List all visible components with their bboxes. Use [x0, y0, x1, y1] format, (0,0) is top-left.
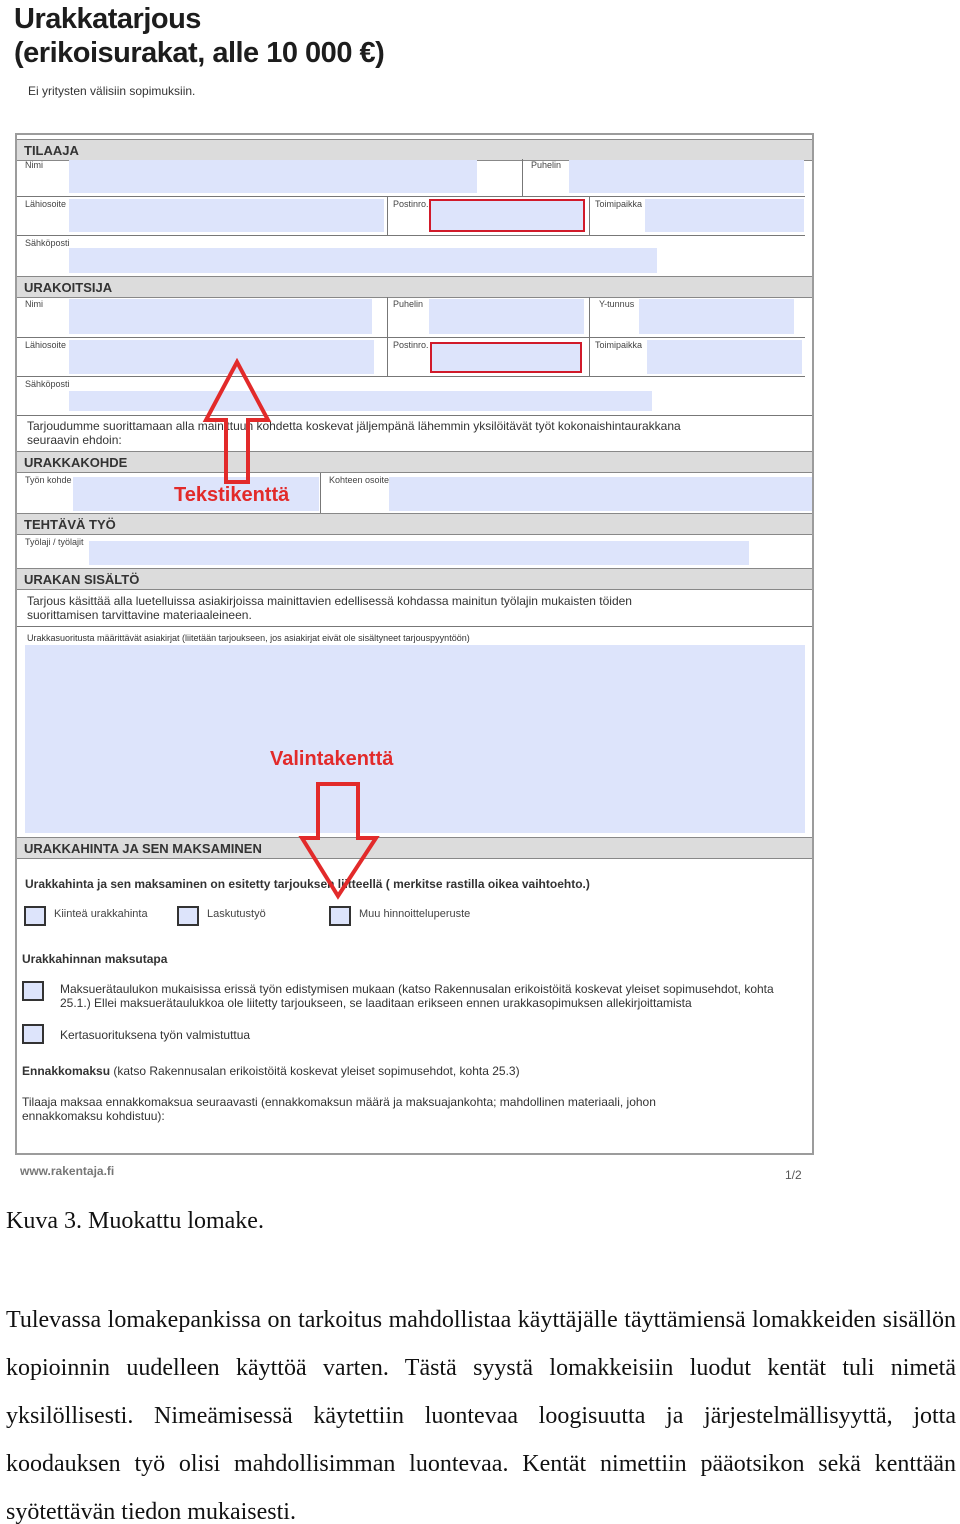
document-note: Ei yritysten välisiin sopimuksiin.: [28, 84, 196, 98]
figure-caption: Kuva 3. Muokattu lomake.: [6, 1208, 264, 1234]
section-header-urakan-sisalto: [17, 568, 812, 590]
label-sahkoposti: Sähköposti: [25, 238, 70, 248]
label-nimi: Nimi: [25, 160, 43, 170]
section-title: TEHTÄVÄ TYÖ: [24, 517, 116, 532]
urakoitsija-puhelin-field[interactable]: [429, 299, 584, 334]
label-tyolaji: Työlaji / työlajit: [25, 537, 84, 547]
tilaaja-puhelin-field[interactable]: [569, 160, 804, 193]
label-lahiosoite: Lähiosoite: [25, 340, 67, 350]
urakoitsija-sahkoposti-field[interactable]: [69, 391, 652, 411]
form-frame: [15, 133, 814, 1155]
page-number: 1/2: [785, 1168, 802, 1182]
kohteen-osoite-field[interactable]: [389, 477, 812, 511]
urakoitsija-toimipaikka-field[interactable]: [647, 340, 802, 374]
arrow-up-icon: [200, 358, 274, 488]
ennakkomaksu-title: Ennakkomaksu: [22, 1064, 111, 1078]
divider: [17, 196, 805, 197]
section-header-urakoitsija: [17, 276, 812, 298]
divider: [17, 376, 805, 377]
label-toimipaikka: Toimipaikka: [595, 199, 643, 209]
divider: [522, 159, 523, 197]
section-title: URAKKAHINTA JA SEN MAKSAMINEN: [24, 841, 262, 856]
divider: [17, 337, 805, 338]
tilaaja-lahiosoite-field[interactable]: [69, 199, 384, 232]
option-label: Muu hinnoitteluperuste: [359, 908, 471, 920]
option-label: Kiinteä urakkahinta: [54, 908, 148, 920]
section-title: URAKAN SISÄLTÖ: [24, 572, 140, 587]
urakoitsija-nimi-field[interactable]: [69, 299, 372, 334]
document-title: Urakkatarjous: [14, 3, 201, 35]
label-kohteen-osoite: Kohteen osoite: [329, 475, 390, 485]
section-header-tehtava-tyo: [17, 513, 812, 535]
label-lahiosoite: Lähiosoite: [25, 199, 67, 209]
checkbox-maksuera[interactable]: [22, 981, 44, 1001]
divider: [387, 197, 388, 235]
annotation-select-field: Valintakenttä: [270, 748, 394, 770]
urakoitsija-postinro-field[interactable]: [430, 342, 582, 373]
divider: [589, 197, 590, 235]
sisalto-small-text: Urakkasuoritusta määrittävät asiakirjat (liitetään tarjoukseen, jos asiakirjat eivät ole sisältyneet tarjouspyyntöön): [27, 633, 470, 643]
section-header-urakkahinta: [17, 837, 812, 859]
divider: [17, 626, 812, 627]
tilaaja-nimi-field[interactable]: [69, 160, 477, 193]
maksutapa-title: Urakkahinnan maksutapa: [22, 952, 168, 966]
document-subtitle: (erikoisurakat, alle 10 000 €): [14, 37, 385, 69]
section-header-tilaaja: [17, 139, 812, 161]
section-title: TILAAJA: [24, 143, 79, 158]
tilaaja-sahkoposti-field[interactable]: [69, 248, 657, 273]
urakoitsija-ytunnus-field[interactable]: [639, 299, 794, 334]
section-title: URAKKAKOHDE: [24, 455, 128, 470]
checkbox-laskutustyo[interactable]: [177, 906, 199, 926]
offer-text: Tarjoudumme suorittamaan alla mainittuun kohdetta koskevat jäljempänä lähemmin yksilöitävät työt kokonaishintaurakkana seuraavin ehdoin:: [27, 419, 681, 447]
ennakkomaksu-ref: (katso Rakennusalan erikoistöitä koskevat yleiset sopimusehdot, kohta 25.3): [110, 1064, 520, 1078]
label-postinro: Postinro.: [393, 340, 429, 350]
divider: [387, 338, 388, 377]
ennakkomaksu-line: [22, 1064, 722, 1078]
section-header-urakkakohde: [17, 451, 812, 473]
tyolaji-field[interactable]: [89, 541, 749, 565]
asiakirjat-textarea[interactable]: [25, 645, 805, 833]
label-tyon-kohde: Työn kohde: [25, 475, 72, 485]
label-sahkoposti: Sähköposti: [25, 379, 70, 389]
maksutapa-2-text: Kertasuorituksena työn valmistuttua: [60, 1028, 251, 1042]
footer-url: www.rakentaja.fi: [20, 1164, 115, 1178]
checkbox-kertasuoritus[interactable]: [22, 1024, 44, 1044]
divider: [17, 415, 812, 416]
divider: [589, 338, 590, 377]
checkbox-muu[interactable]: [329, 906, 351, 926]
label-ytunnus: Y-tunnus: [599, 299, 635, 309]
tilaaja-toimipaikka-field[interactable]: [645, 199, 804, 232]
divider: [387, 297, 388, 337]
label-puhelin: Puhelin: [393, 299, 424, 309]
sisalto-text: Tarjous käsittää alla luetelluissa asiakirjoissa mainittavien edellisessä kohdassa mainitun työlajin mukaisten töiden suorittamisen tarvittavine materiaaleineen.: [27, 594, 632, 622]
label-puhelin: Puhelin: [531, 160, 562, 170]
label-toimipaikka: Toimipaikka: [595, 340, 643, 350]
annotation-text-field: Tekstikenttä: [174, 484, 290, 506]
label-nimi: Nimi: [25, 299, 43, 309]
body-paragraph: Tulevassa lomakepankissa on tarkoitus mahdollistaa käyttäjälle täyttämiensä lomakkeiden sisällön kopioinnin uudelleen käyttöä varten. Tästä syystä lomakkeisiin luodut kentät tuli nimetä yksilöllisesti. Nimeämisessä käytettiin luontevaa loogisuutta ja järjestelmällisyyttä, jotta koodauksen työ olisi mahdollisimman luontevaa. Kentät nimettiin pääotsikon sekä kenttään syötettävän tiedon mukaisesti.: [6, 1307, 956, 1524]
divider: [17, 235, 805, 236]
section-title: URAKOITSIJA: [24, 280, 113, 295]
divider: [589, 297, 590, 337]
tilaaja-postinro-field[interactable]: [429, 199, 585, 232]
urakkahinta-intro: Urakkahinta ja sen maksaminen on esitetty tarjouksen liitteellä ( merkitse rastilla oikea vaihtoehto.): [25, 877, 590, 891]
checkbox-kiintea[interactable]: [24, 906, 46, 926]
ennakkomaksu-text: Tilaaja maksaa ennakkomaksua seuraavasti (ennakkomaksun määrä ja maksuajankohta; mahdollinen materiaali, johon ennakkomaksu kohdistuu):: [22, 1095, 656, 1123]
maksutapa-1-text: Maksuerätaulukon mukaisissa erissä työn edistymisen mukaan (katso Rakennusalan erikoistöitä koskevat yleiset sopimusehdot, kohta 25.1.) Ellei maksuerätaulukkoa ole liitetty tarjoukseen, se laaditaan erikseen ennen urakkasopimuksen allekirjoittamista: [60, 982, 774, 1010]
arrow-down-icon: [298, 780, 382, 902]
option-label: Laskutustyö: [207, 908, 266, 920]
divider: [320, 473, 321, 513]
label-postinro: Postinro.: [393, 199, 429, 209]
